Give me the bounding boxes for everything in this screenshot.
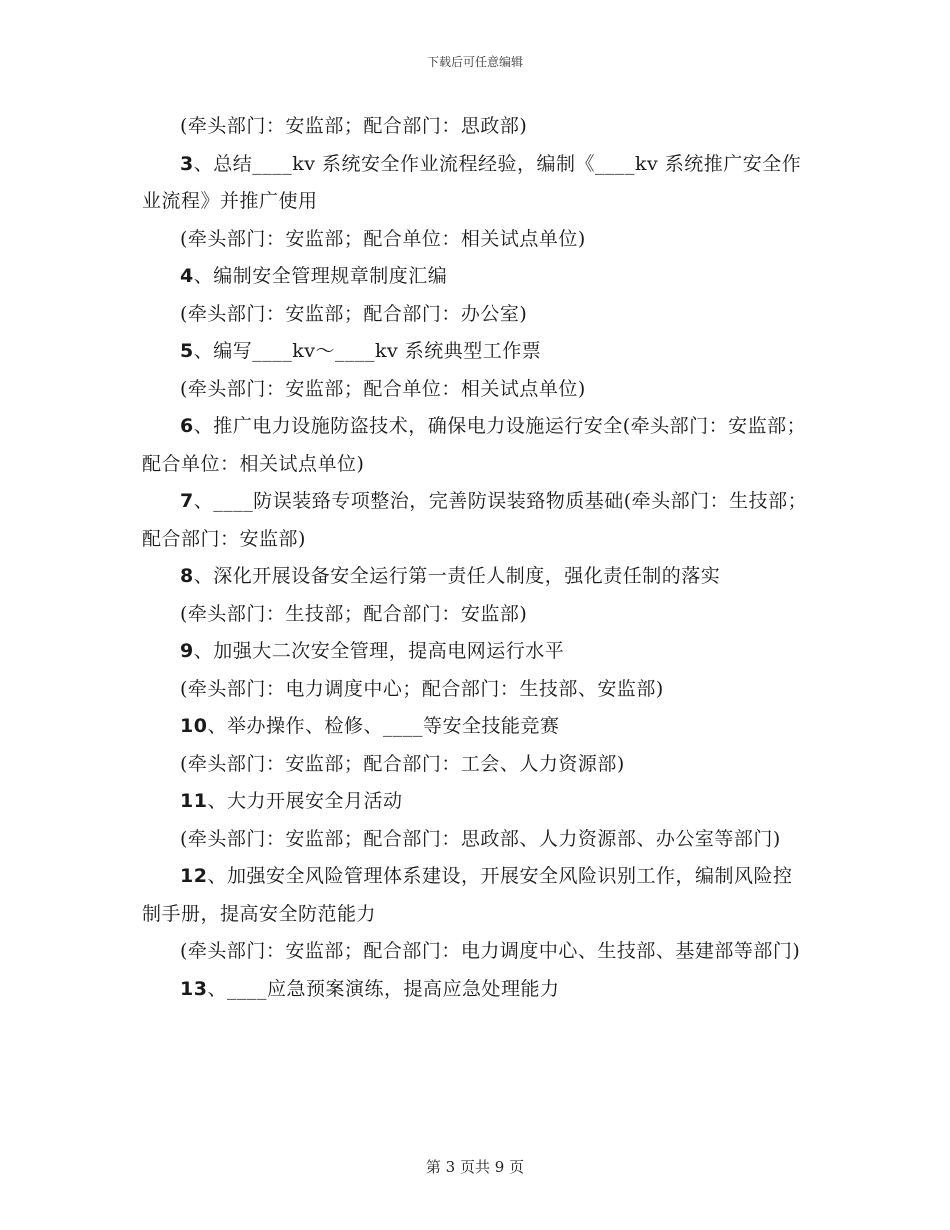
paragraph [142, 596, 810, 634]
page-header: 下载后可任意编辑 [426, 55, 523, 69]
paragraph [142, 633, 810, 671]
paragraph-text: 、加强安全风险管理体系建设，开展安全风险识别工作，编制风险控制手册，提高安全防范能力 [142, 865, 793, 925]
paragraph-text: (牵头部门：安监部；配合部门：工会、人力资源部) [180, 752, 625, 775]
paragraph [142, 708, 810, 746]
paragraph [142, 296, 810, 334]
paragraph [142, 821, 810, 859]
paragraph [142, 783, 810, 821]
paragraph-text: 、加强大二次安全管理，提高电网运行水平 [193, 640, 565, 662]
paragraph-text: (牵头部门：安监部；配合部门：办公室) [180, 302, 528, 325]
paragraph-text: 、大力开展安全月活动 [207, 790, 403, 812]
paragraph-text: (牵头部门：安监部；配合单位：相关试点单位) [180, 227, 586, 250]
paragraph-text: 、编写____kv～____kv 系统典型工作票 [193, 340, 542, 362]
paragraph [142, 333, 810, 371]
item-number: 7 [180, 490, 194, 512]
paragraph-text: 、____应急预案演练，提高应急处理能力 [207, 977, 560, 1000]
item-number: 3 [180, 152, 194, 175]
paragraph-text: 、举办操作、检修、____等安全技能竞赛 [207, 715, 560, 737]
item-number: 13 [180, 977, 208, 1000]
page-footer: 第 3 页共 9 页 [425, 1158, 525, 1176]
paragraph-text: (牵头部门：生技部；配合部门：安监部) [180, 602, 528, 625]
item-number: 9 [180, 640, 194, 662]
paragraph [142, 483, 810, 558]
paragraph-text: 、编制安全管理规章制度汇编 [193, 265, 448, 287]
paragraph [142, 408, 810, 483]
paragraph-text: 、____防误装臵专项整治，完善防误装臵物质基础(牵头部门：生技部；配合部门：安监部) [142, 490, 808, 550]
paragraph [142, 108, 810, 146]
document-body [142, 108, 810, 1008]
paragraph [142, 558, 810, 596]
item-number: 8 [180, 565, 194, 587]
paragraph [142, 746, 810, 784]
paragraph-text: 、总结____kv 系统安全作业流程经验，编制《____kv 系统推广安全作业流程》并推广使用 [142, 152, 802, 212]
item-number: 10 [180, 715, 208, 737]
item-number: 12 [180, 865, 208, 887]
paragraph [142, 258, 810, 296]
paragraph [142, 671, 810, 709]
item-number: 11 [180, 790, 208, 812]
paragraph [142, 146, 810, 221]
paragraph-text: 、推广电力设施防盗技术，确保电力设施运行安全(牵头部门：安监部；配合单位：相关试点单位) [142, 415, 807, 475]
paragraph [142, 933, 810, 971]
paragraph-text: (牵头部门：安监部；配合部门：思政部、人力资源部、办公室等部门) [180, 827, 781, 850]
item-number: 6 [180, 415, 194, 437]
paragraph [142, 371, 810, 409]
paragraph-text: (牵头部门：安监部；配合单位：相关试点单位) [180, 377, 586, 400]
item-number: 5 [180, 340, 194, 362]
paragraph-text: (牵头部门：安监部；配合部门：思政部) [180, 115, 528, 137]
item-number: 4 [180, 265, 194, 287]
paragraph-text: 、深化开展设备安全运行第一责任人制度，强化责任制的落实 [193, 565, 721, 587]
paragraph-text: (牵头部门：安监部；配合部门：电力调度中心、生技部、基建部等部门) [180, 940, 801, 962]
paragraph [142, 221, 810, 259]
paragraph [142, 858, 810, 933]
paragraph [142, 971, 810, 1009]
paragraph-text: (牵头部门：电力调度中心；配合部门：生技部、安监部) [180, 677, 664, 700]
